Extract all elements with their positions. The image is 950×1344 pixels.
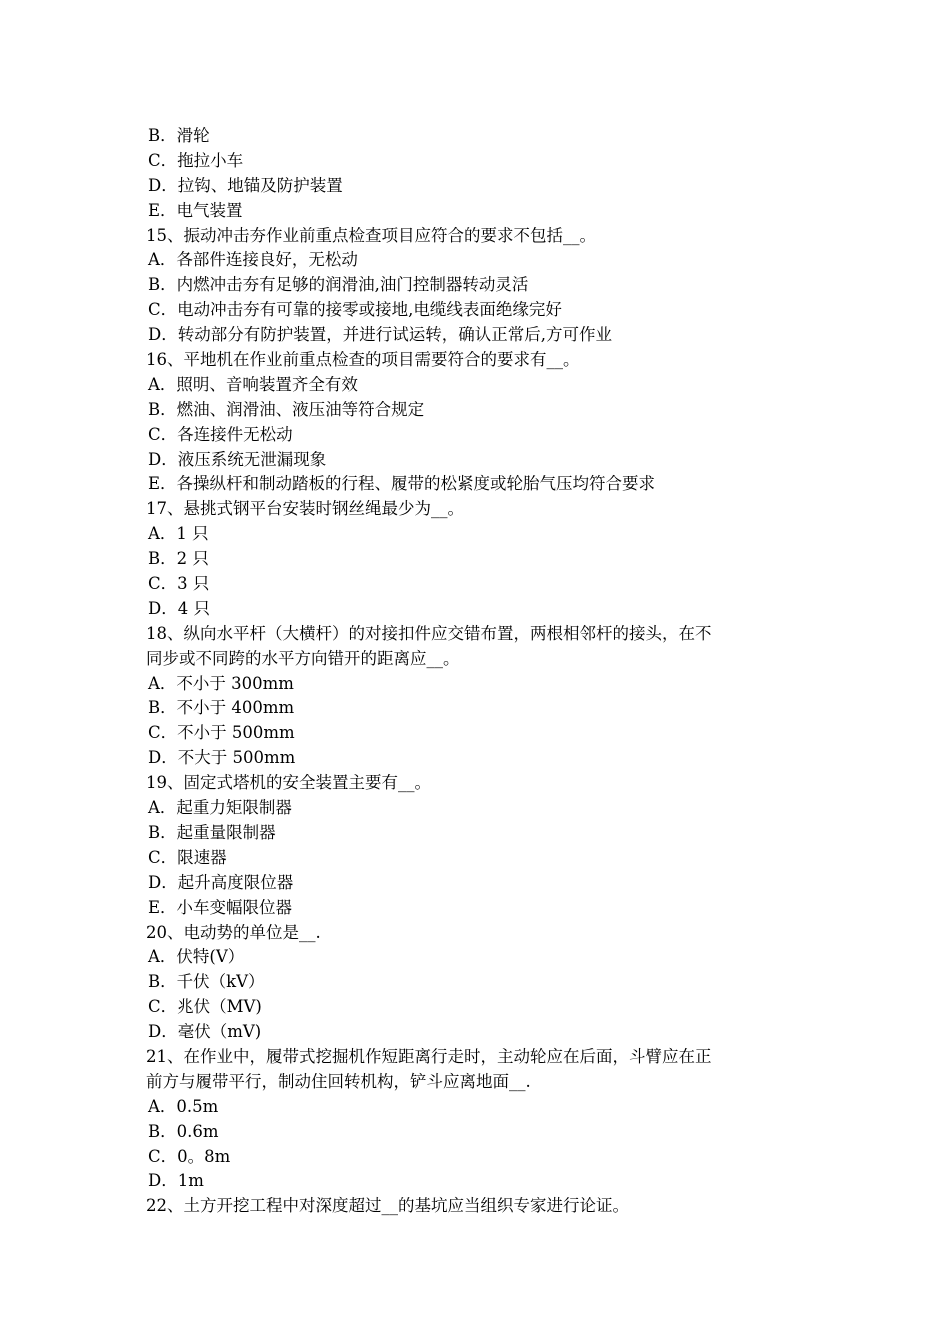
question-text-line: 前方与履带平行，制动住回转机构，铲斗应离地面__. xyxy=(146,1071,531,1091)
question-text-line: 22、土方开挖工程中对深度超过__的基坑应当组织专家进行论证。 xyxy=(146,1196,629,1216)
answer-option: D．起升高度限位器 xyxy=(148,872,294,892)
question-text-line: 19、固定式塔机的安全装置主要有__。 xyxy=(146,773,431,793)
answer-option: A．起重力矩限制器 xyxy=(148,798,292,818)
answer-option: B．千伏（kV） xyxy=(148,972,265,992)
question-text-line: 20、电动势的单位是__. xyxy=(146,922,321,942)
answer-option: C．电动冲击夯有可靠的接零或接地,电缆线表面绝缘完好 xyxy=(148,300,562,320)
answer-option: D．1m xyxy=(148,1171,204,1191)
question-text-line: 15、振动冲击夯作业前重点检查项目应符合的要求不包括__。 xyxy=(146,225,596,245)
answer-option: C．0。8m xyxy=(148,1146,231,1166)
answer-option: E．各操纵杆和制动踏板的行程、履带的松紧度或轮胎气压均符合要求 xyxy=(148,474,656,494)
answer-option: C．限速器 xyxy=(148,847,227,867)
answer-option: D．拉钩、地锚及防护装置 xyxy=(148,175,343,195)
question-text-line: 18、纵向水平杆（大横杆）的对接扣件应交错布置，两根相邻杆的接头，在不 xyxy=(146,623,712,643)
answer-option: B．2 只 xyxy=(148,549,209,569)
answer-option: A．照明、音响装置齐全有效 xyxy=(148,374,358,394)
answer-option: B．起重量限制器 xyxy=(148,822,276,842)
answer-option: C．兆伏（MV) xyxy=(148,997,262,1017)
answer-option: D．转动部分有防护装置，并进行试运转，确认正常后,方可作业 xyxy=(148,325,612,345)
question-text-line: 21、在作业中，履带式挖掘机作短距离行走时，主动轮应在后面，斗臂应在正 xyxy=(146,1046,712,1066)
question-list xyxy=(146,124,816,1219)
answer-option: D．液压系统无泄漏现象 xyxy=(148,449,327,469)
question-text-line: 17、悬挑式钢平台安装时钢丝绳最少为__。 xyxy=(146,499,464,519)
answer-option: C．拖拉小车 xyxy=(148,150,244,170)
answer-option: A．不小于 300mm xyxy=(148,673,294,693)
answer-option: E．电气装置 xyxy=(148,200,243,220)
answer-option: A．伏特(V） xyxy=(148,947,245,967)
answer-option: B．不小于 400mm xyxy=(148,698,295,718)
question-text-line: 16、平地机在作业前重点检查的项目需要符合的要求有__。 xyxy=(146,350,580,370)
answer-option: A．0.5m xyxy=(148,1096,219,1116)
answer-option: A．1 只 xyxy=(148,524,209,544)
answer-option: D．4 只 xyxy=(148,598,210,618)
answer-option: B．0.6m xyxy=(148,1121,219,1141)
answer-option: B．滑轮 xyxy=(148,126,210,145)
answer-option: B．燃油、润滑油、液压油等符合规定 xyxy=(148,399,425,419)
answer-option: A．各部件连接良好，无松动 xyxy=(148,250,358,270)
answer-option: E．小车变幅限位器 xyxy=(148,897,293,917)
answer-option: B．内燃冲击夯有足够的润滑油,油门控制器转动灵活 xyxy=(148,275,529,295)
answer-option: C．3 只 xyxy=(148,574,210,594)
answer-option: D．不大于 500mm xyxy=(148,748,296,768)
question-text-line: 同步或不同跨的水平方向错开的距离应__。 xyxy=(146,648,460,668)
answer-option: D．毫伏（mV) xyxy=(148,1022,262,1042)
answer-option: C．各连接件无松动 xyxy=(148,424,293,444)
answer-option: C．不小于 500mm xyxy=(148,723,295,743)
